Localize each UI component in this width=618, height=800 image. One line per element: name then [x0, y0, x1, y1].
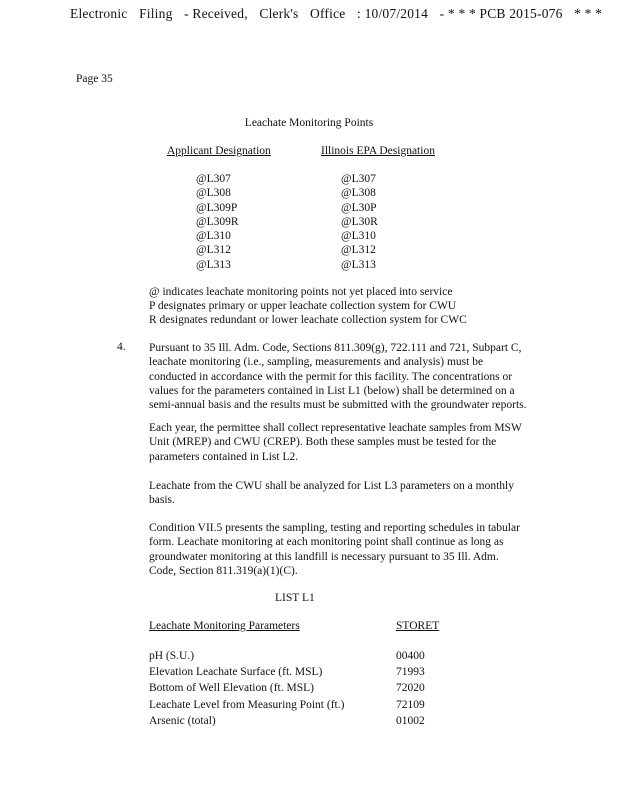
storet-code: 72020: [396, 682, 425, 695]
note-line: P designates primary or upper leachate collection system for CWU: [149, 300, 457, 312]
paragraph-line: Leachate from the CWU shall be analyzed for List L3 parameters on a monthly: [149, 480, 514, 492]
iepa-points-column: [341, 172, 378, 272]
paragraph-line: semi-annual basis and the results must be submitted with the groundwater reports.: [149, 399, 527, 412]
paragraph-annual-samples: [149, 421, 549, 464]
monitoring-point: @L30R: [341, 215, 378, 228]
paragraph-line: Condition VII.5 presents the sampling, testing and reporting schedules in tabular: [149, 522, 520, 534]
header-part: - Received,: [184, 6, 248, 21]
storet-code: 71993: [396, 666, 425, 679]
item-number: 4.: [117, 341, 126, 353]
monitoring-point: @L313: [341, 258, 376, 271]
monitoring-point: @L307: [341, 173, 376, 185]
storet-header: STORET: [396, 620, 440, 632]
parameter-name: Elevation Leachate Surface (ft. MSL): [149, 666, 323, 679]
paragraph-line: basis.: [149, 494, 175, 507]
paragraph-line: conducted in accordance with the permit for this facility. The concentrations or: [149, 370, 513, 383]
header-part: : 10/07/2014: [357, 6, 429, 21]
paragraph-line: Pursuant to 35 Ill. Adm. Code, Sections 811.309(g), 722.111 and 721, Subpart C,: [149, 342, 522, 354]
paragraph-line: leachate monitoring (i.e., sampling, measurements and analysis) must be: [149, 356, 484, 369]
paragraph-line: form. Leachate monitoring at each monitoring point shall continue as long as: [149, 536, 504, 549]
paragraph-schedules: [149, 521, 549, 578]
section-title: Leachate Monitoring Points: [244, 117, 374, 129]
monitoring-point: @L310: [196, 230, 231, 243]
parameter-name: Arsenic (total): [149, 714, 216, 727]
header-part: Office: [310, 6, 346, 21]
storet-code: 01002: [396, 714, 425, 727]
monitoring-point: @L308: [196, 187, 231, 200]
paragraph-line: Each year, the permittee shall collect representative leachate samples from MSW: [149, 422, 522, 434]
filing-header: [70, 6, 610, 22]
header-part: * * *: [574, 6, 603, 21]
monitoring-point: @L309R: [196, 215, 239, 228]
parameters-column: [149, 648, 344, 729]
iepa-designation-header: Illinois EPA Designation: [321, 145, 435, 157]
parameters-header: Leachate Monitoring Parameters: [149, 620, 300, 632]
paragraph-monitoring-requirements: [149, 341, 549, 412]
parameter-name: Bottom of Well Elevation (ft. MSL): [149, 682, 314, 695]
parameter-name: Leachate Level from Measuring Point (ft.): [149, 698, 345, 711]
header-part: - * * * PCB 2015-076: [439, 6, 563, 21]
monitoring-point: @L313: [196, 258, 231, 271]
monitoring-point: @L30P: [341, 201, 377, 214]
applicant-points-column: [196, 172, 239, 272]
paragraph-line: values for the parameters contained in List L1 (below) shall be determined on a: [149, 384, 515, 397]
monitoring-point: @L312: [196, 244, 231, 257]
paragraph-cwu-analysis: [149, 479, 549, 508]
paragraph-line: Code, Section 811.319(a)(1)(C).: [149, 564, 298, 577]
designation-notes: [149, 285, 467, 327]
monitoring-point: @L308: [341, 187, 376, 200]
header-part: Electronic: [70, 6, 128, 21]
note-line: @ indicates leachate monitoring points not yet placed into service: [149, 286, 453, 298]
header-part: Clerk's: [259, 6, 299, 21]
storet-code: 72109: [396, 698, 425, 711]
monitoring-point: @L310: [341, 230, 376, 243]
applicant-designation-header: Applicant Designation: [167, 145, 271, 157]
monitoring-point: @L312: [341, 244, 376, 257]
monitoring-point: @L307: [196, 173, 231, 185]
monitoring-point: @L309P: [196, 201, 238, 214]
list-l1-title: LIST L1: [275, 592, 315, 604]
storet-column: [396, 648, 425, 729]
note-line: R designates redundant or lower leachate collection system for CWC: [149, 314, 467, 326]
paragraph-line: parameters contained in List L2.: [149, 450, 299, 463]
paragraph-line: groundwater monitoring at this landfill is necessary pursuant to 35 Ill. Adm.: [149, 550, 499, 563]
storet-code: 00400: [396, 650, 425, 662]
header-part: Filing: [139, 6, 173, 21]
paragraph-line: Unit (MREP) and CWU (CREP). Both these samples must be tested for the: [149, 436, 497, 449]
parameter-name: pH (S.U.): [149, 650, 195, 662]
page-number: Page 35: [76, 73, 113, 85]
